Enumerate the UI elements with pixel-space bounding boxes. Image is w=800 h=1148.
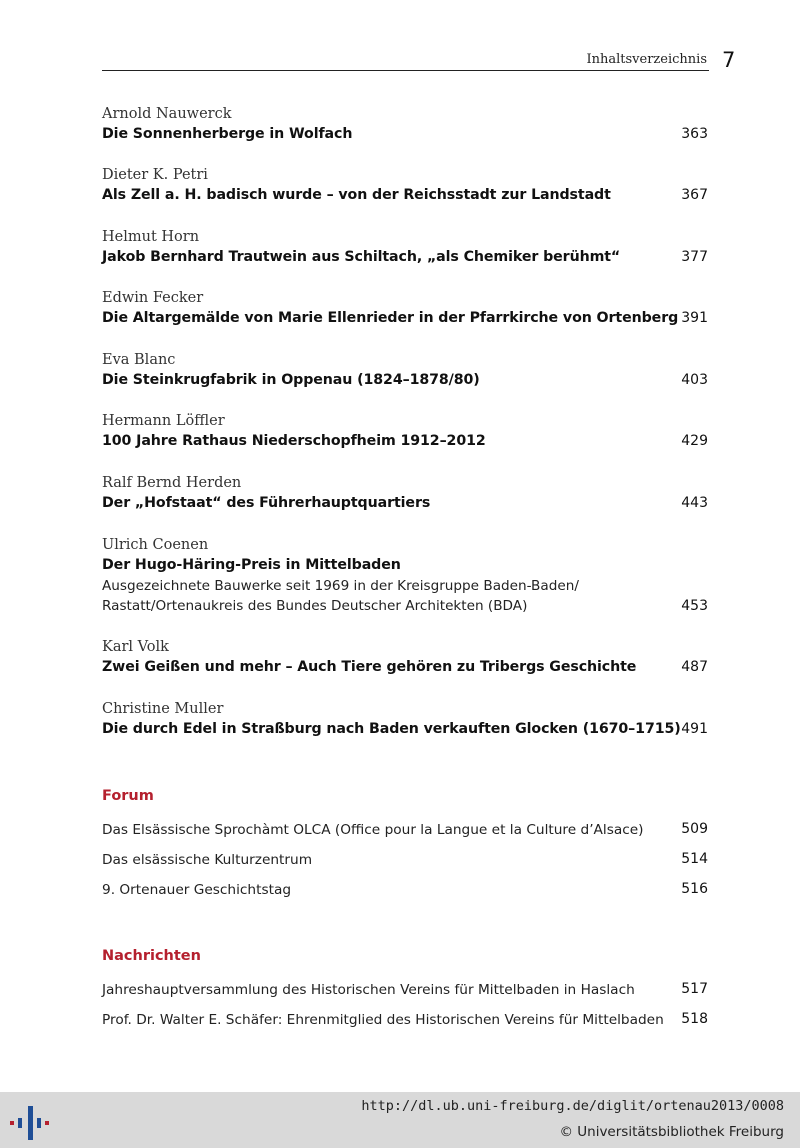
entry-subtitle: Rastatt/Ortenaukreis des Bundes Deutscher Architekten (BDA)	[102, 598, 528, 614]
entry-author: Hermann Löffler	[102, 413, 225, 429]
entry-page: 443	[681, 495, 708, 511]
entry-author: Dieter K. Petri	[102, 167, 208, 183]
list-item-title: Das Elsässische Sprochàmt OLCA (Office pour la Langue et la Culture d’Alsace)	[102, 822, 644, 838]
entry-author: Ulrich Coenen	[102, 537, 209, 553]
list-item	[102, 979, 708, 999]
entry-subtitle: Ausgezeichnete Bauwerke seit 1969 in der Kreisgruppe Baden-Baden/	[102, 577, 579, 594]
list-item	[102, 879, 708, 899]
toc-entry	[102, 288, 708, 329]
entry-title: Die Steinkrugfabrik in Oppenau (1824–1878/80)	[102, 372, 480, 388]
section-heading-nachrichten: Nachrichten	[102, 948, 201, 964]
entry-title: Die Altargemälde von Marie Ellenrieder in der Pfarrkirche von Ortenberg	[102, 310, 679, 326]
entry-title: Der „Hofstaat“ des Führerhauptquartiers	[102, 495, 431, 511]
entry-page: 367	[681, 187, 708, 203]
entry-author: Edwin Fecker	[102, 290, 204, 306]
footer-bar	[0, 1092, 800, 1148]
list-item-page: 516	[681, 881, 708, 897]
entry-page: 487	[681, 659, 708, 675]
toc-entry	[102, 411, 708, 452]
entry-author: Ralf Bernd Herden	[102, 475, 242, 491]
entry-author: Helmut Horn	[102, 229, 200, 245]
entry-page: 453	[681, 598, 708, 614]
entry-title: Jakob Bernhard Trautwein aus Schiltach, „als Chemiker berühmt“	[102, 249, 621, 265]
entry-author: Christine Muller	[102, 701, 224, 717]
entry-title: Zwei Geißen und mehr – Auch Tiere gehören zu Tribergs Geschichte	[102, 659, 637, 675]
section-heading-forum: Forum	[102, 788, 154, 804]
list-item-page: 518	[681, 1011, 708, 1027]
entry-title: Der Hugo-Häring-Preis in Mittelbaden	[102, 557, 401, 573]
entry-title: Als Zell a. H. badisch wurde – von der Reichsstadt zur Landstadt	[102, 187, 611, 203]
toc-entry	[102, 473, 708, 514]
ub-freiburg-logo-icon	[10, 1100, 50, 1142]
entry-title: Die Sonnenherberge in Wolfach	[102, 126, 353, 142]
list-item-title: Das elsässische Kulturzentrum	[102, 852, 313, 868]
list-item	[102, 849, 708, 869]
toc-entry	[102, 535, 708, 617]
toc-entry	[102, 350, 708, 391]
list-item-page: 517	[681, 981, 708, 997]
toc-entry	[102, 165, 708, 206]
entry-page: 377	[681, 249, 708, 265]
entry-title: Die durch Edel in Straßburg nach Baden verkauften Glocken (1670–1715)	[102, 721, 681, 737]
list-item-title: Prof. Dr. Walter E. Schäfer: Ehrenmitglied des Historischen Vereins für Mittelbaden	[102, 1012, 664, 1028]
running-title: Inhaltsverzeichnis	[586, 52, 707, 67]
page-number: 7	[722, 48, 736, 72]
entry-page: 363	[681, 126, 708, 142]
entry-author: Arnold Nauwerck	[102, 106, 232, 122]
list-item-page: 509	[681, 821, 708, 837]
entry-page: 403	[681, 372, 708, 388]
entry-page: 491	[681, 721, 708, 737]
toc-entry	[102, 227, 708, 268]
toc-entry	[102, 699, 708, 740]
footer-copyright: © Universitätsbibliothek Freiburg	[559, 1124, 784, 1140]
entry-title: 100 Jahre Rathaus Niederschopfheim 1912–2012	[102, 433, 486, 449]
toc-entry	[102, 104, 708, 145]
list-item-page: 514	[681, 851, 708, 867]
entry-author: Eva Blanc	[102, 352, 176, 368]
entry-page: 429	[681, 433, 708, 449]
list-item-title: 9. Ortenauer Geschichtstag	[102, 882, 292, 898]
entry-page: 391	[681, 310, 708, 326]
list-item	[102, 1009, 708, 1029]
entry-author: Karl Volk	[102, 639, 169, 655]
footer-url-link[interactable]: http://dl.ub.uni-freiburg.de/diglit/ortenau2013/0008	[361, 1098, 784, 1114]
toc-entry	[102, 637, 708, 678]
running-head	[102, 44, 709, 71]
list-item	[102, 819, 708, 839]
list-item-title: Jahreshauptversammlung des Historischen Vereins für Mittelbaden in Haslach	[102, 982, 635, 998]
